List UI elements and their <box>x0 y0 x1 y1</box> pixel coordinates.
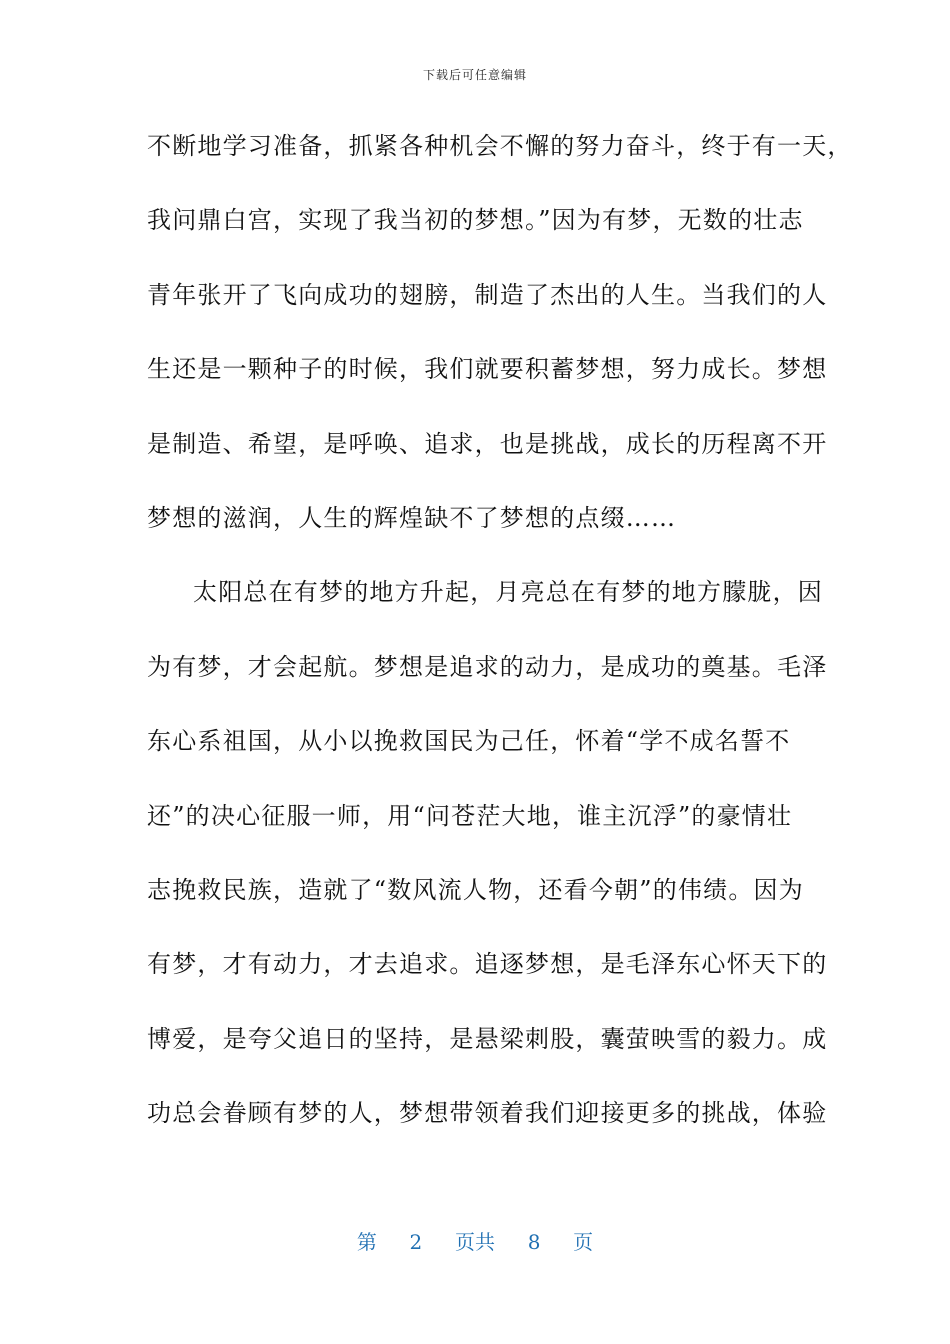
text-line: 博爱，是夸父追日的坚持，是悬梁刺股，囊萤映雪的毅力。成 <box>147 1024 828 1053</box>
text-line: 还”的决心征服一师，用“问苍茫大地，谁主沉浮”的豪情壮 <box>147 801 793 830</box>
text-line: 为有梦，才会起航。梦想是追求的动力，是成功的奠基。毛泽 <box>147 652 828 681</box>
footer-suffix: 页 <box>573 1230 594 1254</box>
page-footer <box>0 1226 950 1255</box>
text-line: 我问鼎白宫，实现了我当初的梦想。”因为有梦，无数的壮志 <box>147 206 804 235</box>
current-page-number: 2 <box>409 1230 423 1254</box>
text-line: 东心系祖国，从小以挽救国民为己任，怀着“学不成名誓不 <box>147 727 791 756</box>
paragraph-start-line: 太阳总在有梦的地方升起，月亮总在有梦的地方朦胧，因 <box>193 578 823 607</box>
footer-middle: 页共 <box>455 1230 495 1254</box>
text-line: 梦想的滋润，人生的辉煌缺不了梦想的点缀…… <box>147 503 677 532</box>
text-line: 不断地学习准备，抓紧各种机会不懈的努力奋斗，终于有一天， <box>147 132 853 160</box>
header-note: 下载后可任意编辑 <box>422 68 527 82</box>
total-pages-number: 8 <box>527 1230 541 1254</box>
body-text <box>147 128 853 1169</box>
text-line: 有梦，才有动力，才去追求。追逐梦想，是毛泽东心怀天下的 <box>147 950 828 979</box>
text-line: 志挽救民族，造就了“数风流人物，还看今朝”的伟绩。因为 <box>147 875 804 904</box>
footer-prefix: 第 <box>356 1230 377 1254</box>
text-line: 是制造、希望，是呼唤、追求，也是挑战，成长的历程离不开 <box>147 429 828 458</box>
text-line: 青年张开了飞向成功的翅膀，制造了杰出的人生。当我们的人 <box>147 280 828 309</box>
text-line: 功总会眷顾有梦的人，梦想带领着我们迎接更多的挑战，体验 <box>147 1099 828 1128</box>
text-line: 生还是一颗种子的时候，我们就要积蓄梦想，努力成长。梦想 <box>147 355 828 384</box>
